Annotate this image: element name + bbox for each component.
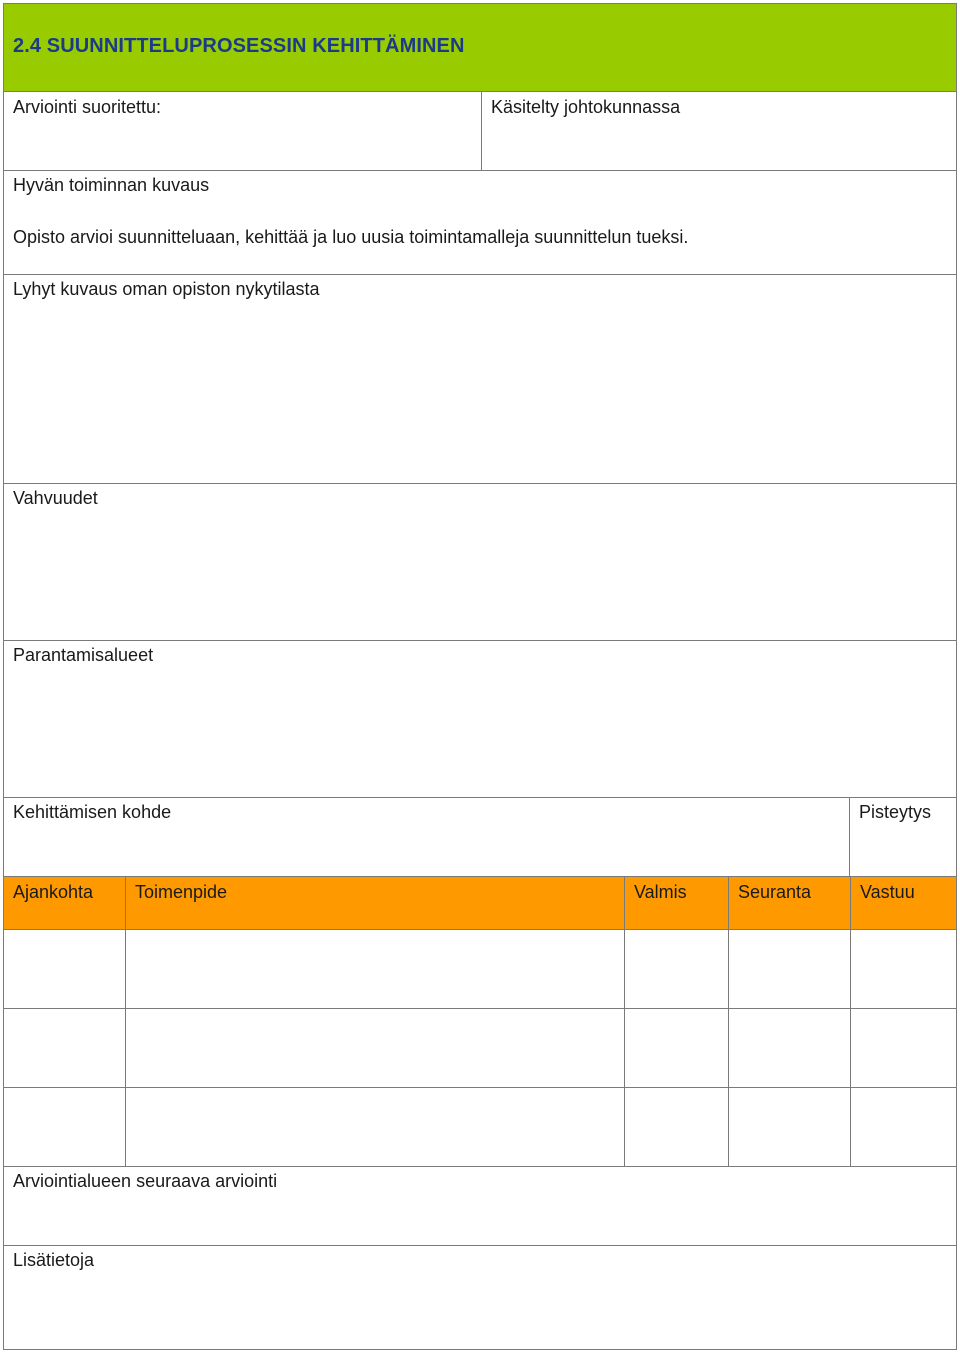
assessment-done-label: Arviointi suoritettu: <box>13 97 162 117</box>
additional-info-field[interactable] <box>4 1246 956 1349</box>
strengths-label: Vahvuudet <box>13 488 98 508</box>
action-cell[interactable] <box>125 1009 624 1087</box>
column-header-follow-up: Seuranta <box>728 877 850 929</box>
additional-info-row <box>4 1245 956 1349</box>
section-title: 2.4 SUUNNITTELUPROSESSIN KEHITTÄMINEN <box>13 35 465 57</box>
action-table-row <box>4 929 956 1008</box>
action-cell[interactable] <box>125 930 624 1008</box>
responsible-cell[interactable] <box>850 1088 956 1166</box>
done-cell[interactable] <box>624 930 728 1008</box>
done-cell[interactable] <box>624 1009 728 1087</box>
action-table-row <box>4 1087 956 1166</box>
next-assessment-row <box>4 1166 956 1245</box>
good-practice-row <box>4 170 956 274</box>
follow-up-cell[interactable] <box>728 930 850 1008</box>
board-reviewed-field[interactable] <box>481 92 956 170</box>
responsible-cell[interactable] <box>850 930 956 1008</box>
strengths-field[interactable] <box>4 484 956 640</box>
improvement-areas-label: Parantamisalueet <box>13 645 154 665</box>
timing-cell[interactable] <box>4 1009 125 1087</box>
additional-info-label: Lisätietoja <box>13 1250 95 1270</box>
scoring-label: Pisteytys <box>859 802 932 822</box>
assessment-form <box>3 3 957 1350</box>
current-state-field[interactable] <box>4 275 956 483</box>
next-assessment-label: Arviointialueen seuraava arviointi <box>13 1171 278 1191</box>
development-target-row <box>4 797 956 876</box>
timing-cell[interactable] <box>4 930 125 1008</box>
action-cell[interactable] <box>125 1088 624 1166</box>
improvement-areas-field[interactable] <box>4 641 956 797</box>
board-reviewed-label: Käsitelty johtokunnassa <box>491 97 681 117</box>
assessment-done-field[interactable] <box>4 92 481 170</box>
strengths-row <box>4 483 956 640</box>
good-practice-heading: Hyvän toiminnan kuvaus <box>13 175 210 195</box>
timing-cell[interactable] <box>4 1088 125 1166</box>
improvement-areas-row <box>4 640 956 797</box>
action-table-row <box>4 1008 956 1087</box>
follow-up-cell[interactable] <box>728 1009 850 1087</box>
responsible-cell[interactable] <box>850 1009 956 1087</box>
column-header-action: Toimenpide <box>125 877 624 929</box>
column-header-responsible: Vastuu <box>850 877 956 929</box>
done-cell[interactable] <box>624 1088 728 1166</box>
scoring-field[interactable] <box>849 798 956 876</box>
good-practice-text: Opisto arvioi suunnitteluaan, kehittää ja luo uusia toimintamalleja suunnittelun tueksi. <box>13 227 689 247</box>
development-target-field[interactable] <box>4 798 849 876</box>
follow-up-cell[interactable] <box>728 1088 850 1166</box>
current-state-row <box>4 274 956 483</box>
current-state-label: Lyhyt kuvaus oman opiston nykytilasta <box>13 279 320 299</box>
assessment-status-row <box>4 91 956 170</box>
good-practice-cell <box>4 171 956 274</box>
column-header-done: Valmis <box>624 877 728 929</box>
next-assessment-field[interactable] <box>4 1167 956 1245</box>
action-table-header <box>4 876 956 929</box>
section-header <box>4 4 956 91</box>
development-target-label: Kehittämisen kohde <box>13 802 172 822</box>
column-header-timing: Ajankohta <box>13 882 94 902</box>
